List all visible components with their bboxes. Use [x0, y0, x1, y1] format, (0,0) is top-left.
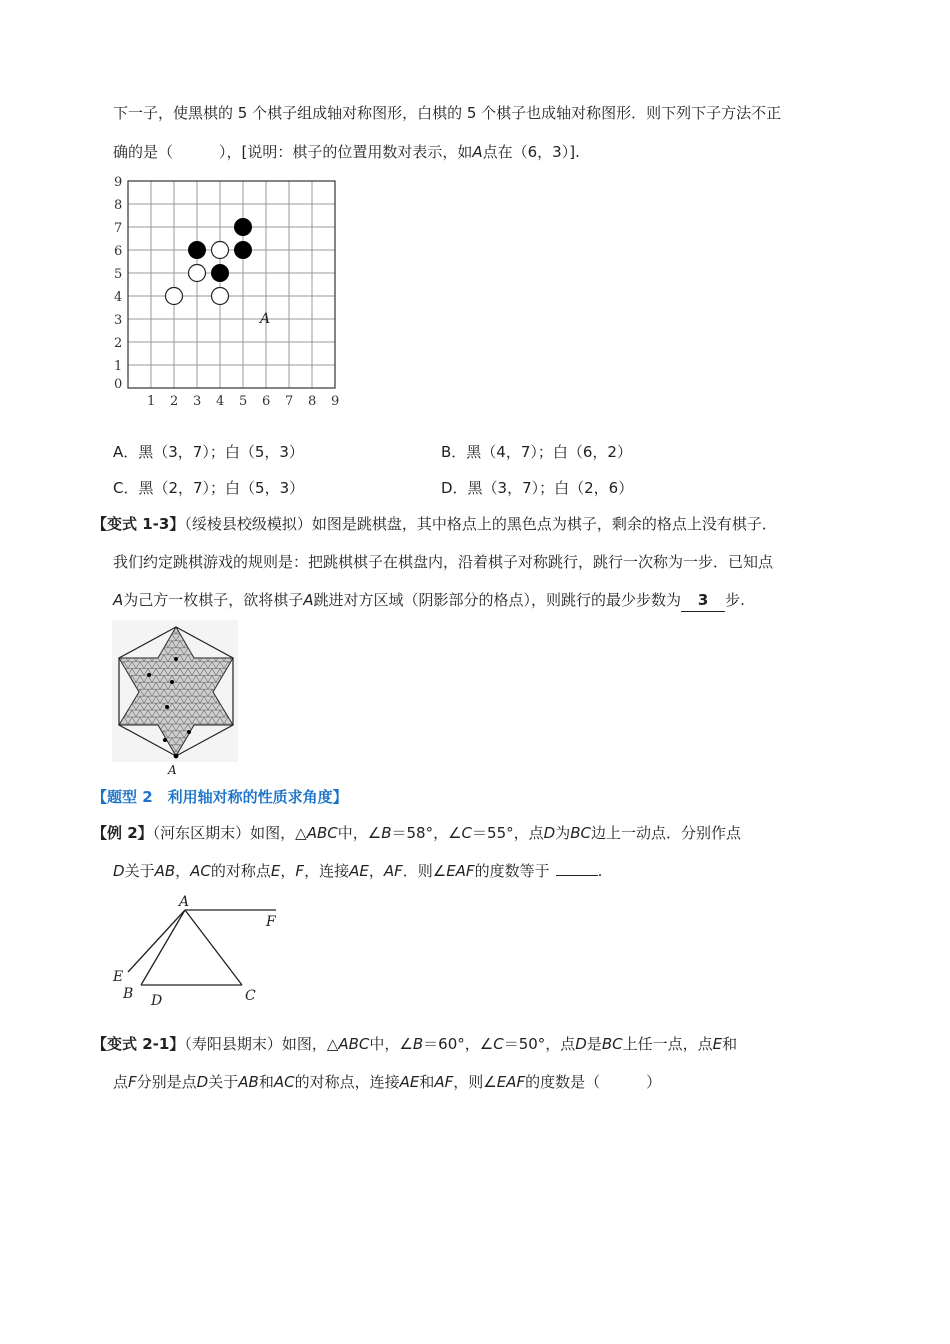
- x-tick-label: 9: [331, 394, 340, 409]
- x-tick-label: 7: [285, 394, 294, 409]
- checker-piece: [174, 754, 179, 759]
- white-stone: [212, 288, 229, 305]
- checker-a-label: A: [168, 763, 177, 777]
- chinese-checkers-figure: [112, 620, 240, 778]
- y-tick-label: 5: [114, 267, 123, 282]
- v13-text: 为己方一枚棋子，欲将棋子: [123, 591, 304, 609]
- v21-text: 和: [258, 1073, 274, 1091]
- y-tick-label: 0: [114, 377, 123, 392]
- y-tick-label: 2: [114, 336, 123, 351]
- black-stone: [212, 265, 229, 282]
- board-border: [128, 181, 335, 388]
- math-var: EAF: [496, 1073, 526, 1091]
- x-tick-label: 6: [262, 394, 271, 409]
- ex2-text: （河东区期末）如图，△: [152, 824, 307, 842]
- y-tick-label: 9: [114, 175, 123, 190]
- math-var: ABC: [306, 824, 338, 842]
- triangle-figure: [108, 890, 288, 1010]
- v21-text: 分别是点: [136, 1073, 197, 1091]
- x-tick-label: 5: [239, 394, 248, 409]
- v21-text: ，则∠: [453, 1073, 497, 1091]
- option-d[interactable]: D．黑（3，7）；白（2，6）: [441, 479, 634, 497]
- math-var: BC: [570, 824, 591, 842]
- math-var: D: [575, 1035, 587, 1053]
- v21-text: 上任一点，点: [622, 1035, 713, 1053]
- x-tick-label: 3: [193, 394, 202, 409]
- math-var: F: [128, 1073, 137, 1091]
- math-var: AC: [190, 862, 211, 880]
- answer-value: 3: [681, 589, 725, 612]
- v13-text: （绥棱县校级模拟）如图是跳棋盘，其中格点上的黑色点为棋子，剩余的格点上没有棋子．: [184, 515, 777, 533]
- example-tag: 【例 2】: [92, 824, 153, 842]
- ex2-text: 的度数等于: [474, 862, 550, 880]
- y-tick-label: 3: [114, 313, 123, 328]
- ex2-text: .: [597, 862, 603, 880]
- white-stone: [189, 265, 206, 282]
- v21-text: 中，∠: [369, 1035, 413, 1053]
- math-var: AE: [349, 862, 369, 880]
- math-var: B: [381, 824, 392, 842]
- black-stone: [235, 219, 252, 236]
- v13-text: 跳进对方区域（阴影部分的格点），则跳行的最少步数为: [313, 591, 682, 609]
- ex2-text: 的对称点: [210, 862, 271, 880]
- v21-text: ＝60°，∠: [423, 1035, 494, 1053]
- segment-ab: [141, 910, 185, 985]
- vertex-b-label: B: [123, 986, 134, 1002]
- math-var: BC: [601, 1035, 623, 1053]
- math-var: D: [196, 1073, 209, 1091]
- v21-text: 和: [419, 1073, 435, 1091]
- checker-piece: [170, 680, 174, 684]
- vertex-a-label: A: [179, 894, 190, 910]
- math-var: AF: [383, 862, 403, 880]
- white-stone: [166, 288, 183, 305]
- math-var: C: [493, 1035, 504, 1053]
- math-var: F: [295, 862, 305, 880]
- checker-piece: [174, 657, 178, 661]
- ex2-text: 边上一动点．分别作点: [590, 824, 741, 842]
- q1-line1: 下一子，使黑棋的 5 个棋子组成轴对称图形，白棋的 5 个棋子也成轴对称图形．则下列下子方法不正: [113, 104, 782, 122]
- ex2-text: ＝55°，点: [472, 824, 544, 842]
- ex2-text: ，: [368, 862, 384, 880]
- y-tick-label: 8: [114, 198, 123, 213]
- x-tick-label: 2: [170, 394, 179, 409]
- v13-text: 步.: [725, 591, 745, 609]
- math-var: AC: [273, 1073, 295, 1091]
- y-tick-label: 4: [114, 290, 123, 305]
- point-a-label: A: [472, 143, 483, 161]
- y-tick-label: 1: [114, 359, 123, 374]
- checker-piece: [147, 673, 151, 677]
- v13-line1: [92, 513, 777, 535]
- vertex-c-label: C: [245, 988, 256, 1004]
- ex2-text: 关于: [124, 862, 155, 880]
- go-board-figure: [108, 172, 348, 410]
- variant-tag: 【变式 1-3】: [92, 515, 185, 533]
- variant-tag: 【变式 2-1】: [92, 1035, 185, 1053]
- v21-text: ）: [646, 1073, 662, 1091]
- v21-text: 的对称点，连接: [294, 1073, 400, 1091]
- ex2-line1: [92, 822, 741, 844]
- x-tick-label: 1: [147, 394, 156, 409]
- math-var: E: [712, 1035, 723, 1053]
- math-var: EAF: [446, 862, 475, 880]
- section-2-title: 【题型 2 利用轴对称的性质求角度】: [92, 788, 348, 806]
- white-stone: [212, 242, 229, 259]
- point-a-label: A: [303, 591, 314, 609]
- q1-text: 确的是（: [113, 143, 174, 161]
- v21-line2: [113, 1071, 661, 1093]
- point-d-label: D: [151, 993, 163, 1009]
- math-var: ABC: [338, 1035, 370, 1053]
- v13-line2: 我们约定跳棋游戏的规则是：把跳棋棋子在棋盘内，沿着棋子对称跳行，跳行一次称为一步．已知点: [113, 553, 774, 571]
- q1-text: ），[说明：棋子的位置用数对表示，如: [219, 143, 473, 161]
- option-c[interactable]: C．黑（2，7）；白（5，3）: [113, 479, 305, 497]
- ex2-text: ，连接: [304, 862, 350, 880]
- y-tick-label: 6: [114, 244, 123, 259]
- ex2-text: 为: [555, 824, 571, 842]
- ex2-text: ＝58°，∠: [391, 824, 462, 842]
- q1-text: 点在（6，3）].: [482, 143, 580, 161]
- black-stone: [189, 242, 206, 259]
- x-tick-label: 4: [216, 394, 225, 409]
- answer-blank[interactable]: [556, 875, 598, 876]
- point-a-label: A: [113, 591, 124, 609]
- v21-text: 是: [586, 1035, 602, 1053]
- v21-text: 关于: [208, 1073, 239, 1091]
- v21-text: 和: [722, 1035, 738, 1053]
- ex2-text: ，: [280, 862, 296, 880]
- math-var: AE: [399, 1073, 420, 1091]
- math-var: AB: [154, 862, 176, 880]
- v21-text: （寿阳县期末）如图，△: [184, 1035, 339, 1053]
- ex2-line2: [113, 860, 602, 882]
- y-tick-label: 7: [114, 221, 123, 236]
- board-grid: [128, 181, 335, 388]
- math-var: E: [270, 862, 281, 880]
- option-a[interactable]: A．黑（3，7）；白（5，3）: [113, 443, 304, 461]
- point-f-label: F: [266, 914, 276, 930]
- checker-piece: [163, 738, 167, 742]
- math-var: D: [543, 824, 556, 842]
- segment-ae: [128, 910, 185, 972]
- math-var: AB: [238, 1073, 259, 1091]
- math-var: AF: [434, 1073, 454, 1091]
- v21-text: 的度数是（: [525, 1073, 601, 1091]
- point-e-label: E: [113, 969, 124, 985]
- v21-line1: [92, 1033, 737, 1055]
- ex2-text: ，: [175, 862, 191, 880]
- v21-text: ＝50°，点: [503, 1035, 576, 1053]
- x-tick-label: 8: [308, 394, 317, 409]
- math-var: C: [461, 824, 473, 842]
- q1-line2: [113, 141, 580, 163]
- math-var: B: [412, 1035, 424, 1053]
- checker-piece: [187, 730, 191, 734]
- option-b[interactable]: B．黑（4，7）；白（6，2）: [441, 443, 632, 461]
- math-var: D: [113, 862, 125, 880]
- ex2-text: ．则∠: [402, 862, 447, 880]
- black-stone: [235, 242, 252, 259]
- v21-text: 点: [113, 1073, 129, 1091]
- board-stones: [166, 219, 252, 305]
- ex2-text: 中，∠: [337, 824, 382, 842]
- checker-piece: [165, 705, 169, 709]
- v13-line3: [113, 589, 745, 612]
- segment-ac: [185, 910, 242, 985]
- point-a-marker: A: [260, 311, 271, 327]
